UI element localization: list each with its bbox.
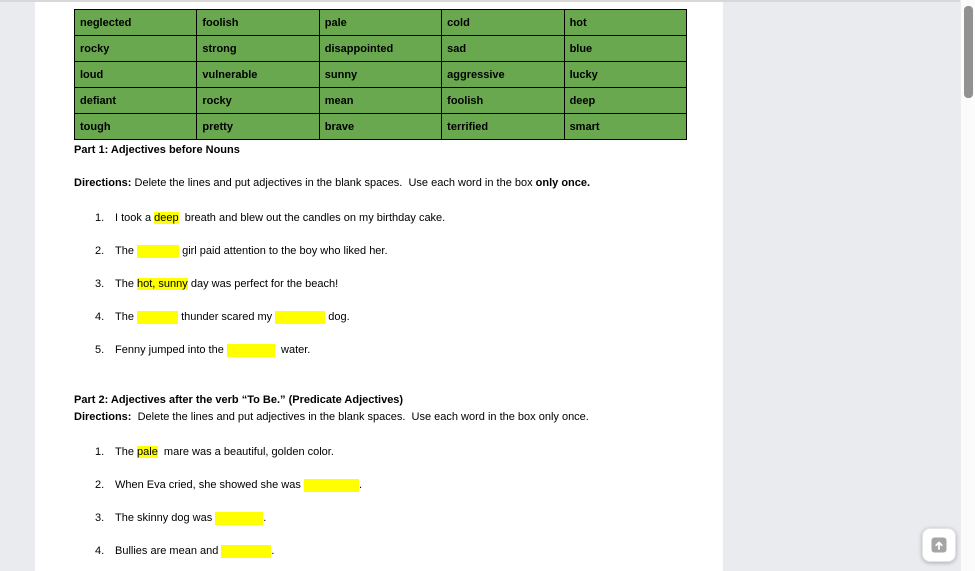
word-bank-row	[75, 114, 687, 140]
document-canvas[interactable]	[35, 0, 723, 571]
text-segment: The	[115, 446, 138, 458]
word-bank-cell: cold	[442, 10, 564, 36]
extension-overlay-button[interactable]	[922, 528, 956, 562]
text-segment: The skinny dog was	[115, 512, 216, 524]
part1-directions	[74, 176, 687, 191]
word-bank-cell: foolish	[442, 88, 564, 114]
text-segment: thunder scared my	[178, 311, 276, 323]
text-segment: Fenny jumped into the	[115, 344, 227, 356]
word-bank-cell: lucky	[564, 62, 686, 88]
item-text	[115, 511, 266, 525]
directions-emphasis: only once.	[535, 177, 591, 189]
text-segment: girl paid attention to the boy who liked her.	[179, 245, 388, 257]
text-segment: Bullies are mean and	[115, 545, 222, 557]
item-text	[115, 445, 334, 459]
text-segment: .	[263, 512, 267, 524]
directions-label: Directions:	[74, 177, 132, 189]
word-bank-cell: mean	[319, 88, 441, 114]
scrollbar[interactable]	[960, 0, 975, 571]
answer-blank[interactable]	[215, 512, 263, 525]
word-bank-cell: disappointed	[319, 36, 441, 62]
text-segment: The	[115, 278, 138, 290]
item-text	[115, 277, 338, 291]
text-segment: The	[115, 311, 138, 323]
word-bank-cell: blue	[564, 36, 686, 62]
text-segment: dog.	[325, 311, 350, 323]
item-text	[115, 478, 362, 492]
word-bank-cell: sunny	[319, 62, 441, 88]
part1-item	[74, 343, 687, 357]
word-bank-cell: foolish	[197, 10, 319, 36]
answer-blank[interactable]	[137, 311, 178, 324]
text-segment: day was perfect for the beach!	[187, 278, 339, 290]
word-bank-cell: pretty	[197, 114, 319, 140]
word-bank-row	[75, 88, 687, 114]
text-segment: .	[271, 545, 275, 557]
item-text	[115, 211, 445, 225]
part1-heading: Part 1: Adjectives before Nouns	[74, 144, 240, 156]
word-bank-cell: brave	[319, 114, 441, 140]
text-segment: breath and blew out the candles on my birthday cake.	[178, 212, 446, 224]
word-bank-row	[75, 36, 687, 62]
highlighted-answer: deep	[154, 212, 179, 224]
part1-item	[74, 211, 687, 225]
word-bank-cell: loud	[75, 62, 197, 88]
word-bank-cell: rocky	[75, 36, 197, 62]
text-segment: When Eva cried, she showed she was	[115, 479, 304, 491]
part1-item	[74, 310, 687, 324]
scrollbar-thumb[interactable]	[964, 6, 973, 98]
item-number: 3.	[95, 512, 105, 524]
answer-blank[interactable]	[227, 344, 275, 357]
part2-item	[74, 478, 687, 492]
directions-label: Directions:	[74, 411, 132, 423]
word-bank-row	[75, 62, 687, 88]
page-top-border	[0, 0, 975, 2]
item-number: 3.	[95, 278, 105, 290]
directions-text: Delete the lines and put adjectives in the blank spaces. Use each word in the box only once.	[131, 411, 589, 423]
item-number: 5.	[95, 344, 105, 356]
part2-item	[74, 445, 687, 459]
text-segment: mare was a beautiful, golden color.	[157, 446, 334, 458]
word-bank-cell: hot	[564, 10, 686, 36]
directions-text: Delete the lines and put adjectives in the blank spaces. Use each word in the box	[131, 177, 536, 189]
item-text	[115, 544, 274, 558]
word-bank-row	[75, 10, 687, 36]
word-bank-cell: rocky	[197, 88, 319, 114]
text-segment: .	[358, 479, 362, 491]
word-bank-cell: deep	[564, 88, 686, 114]
item-number: 4.	[95, 545, 105, 557]
word-bank-cell: smart	[564, 114, 686, 140]
item-number: 1.	[95, 446, 105, 458]
item-number: 2.	[95, 479, 105, 491]
item-number: 2.	[95, 245, 105, 257]
part1-item	[74, 277, 687, 291]
text-segment: water.	[274, 344, 311, 356]
save-arrow-icon	[930, 536, 948, 554]
highlighted-answer: hot, sunny	[137, 278, 188, 290]
answer-blank[interactable]	[275, 311, 325, 324]
word-bank-cell: sad	[442, 36, 564, 62]
item-text	[115, 343, 310, 357]
answer-blank[interactable]	[137, 245, 179, 258]
item-text	[115, 310, 350, 324]
part2-heading: Part 2: Adjectives after the verb “To Be.” (Predicate Adjectives)	[74, 394, 404, 406]
answer-blank[interactable]	[304, 479, 359, 492]
item-text	[115, 244, 388, 258]
part1-list	[74, 211, 687, 357]
answer-blank[interactable]	[221, 545, 271, 558]
highlighted-answer: pale	[137, 446, 158, 458]
part2-item	[74, 544, 687, 558]
part2-list	[74, 445, 687, 558]
word-bank-cell: vulnerable	[197, 62, 319, 88]
word-bank-cell: tough	[75, 114, 197, 140]
part2-item	[74, 511, 687, 525]
word-bank-cell: neglected	[75, 10, 197, 36]
word-bank-cell: aggressive	[442, 62, 564, 88]
item-number: 4.	[95, 311, 105, 323]
word-bank-cell: terrified	[442, 114, 564, 140]
word-bank-cell: defiant	[75, 88, 197, 114]
word-bank-cell: pale	[319, 10, 441, 36]
text-segment: The	[115, 245, 138, 257]
text-segment: I took a	[115, 212, 155, 224]
item-number: 1.	[95, 212, 105, 224]
word-bank-table	[74, 9, 687, 140]
part1-item	[74, 244, 687, 258]
part2-directions	[74, 410, 687, 425]
word-bank-cell: strong	[197, 36, 319, 62]
